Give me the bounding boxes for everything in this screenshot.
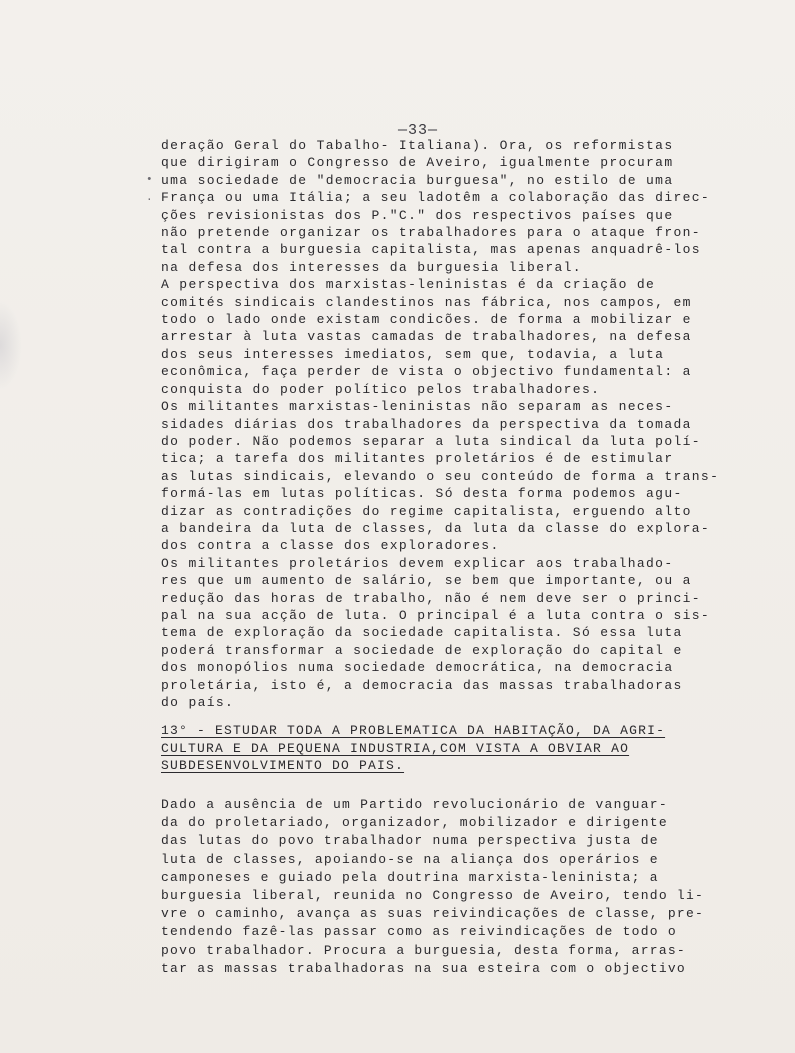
text-line: tendendo fazê-las passar como as reivindicações de todo o — [161, 924, 677, 940]
heading-line: 13° - ESTUDAR TODA A PROBLEMATICA DA HABITAÇÃO, DA AGRI- — [161, 723, 666, 738]
text-line: ções revisionistas dos P."C." dos respectivos países que — [161, 207, 674, 223]
paper-stain — [0, 300, 22, 390]
text-line: tica; a tarefa dos militantes proletários é de estimular — [161, 451, 674, 467]
text-line: sidades diárias dos trabalhadores da perspectiva da tomada — [161, 416, 692, 432]
text-line: dizar as contradições do regime capitalista, erguendo alto — [161, 503, 692, 519]
text-line: vre o caminho, avança as suas reivindicações de classe, pre- — [161, 906, 705, 922]
body-text-top — [161, 137, 761, 711]
text-line: dos seus interesses imediatos, sem que, todavia, a luta — [161, 346, 665, 362]
heading-line: CULTURA E DA PEQUENA INDUSTRIA,COM VISTA A OBVIAR AO — [161, 740, 630, 756]
text-line: dos monopólios numa sociedade democrática, na democracia — [161, 660, 674, 676]
text-line: econômica, faça perder de vista o objectivo fundamental: a — [161, 364, 692, 380]
text-line: todo o lado onde existam condicões. de forma a mobilizar e — [161, 312, 692, 328]
text-line: Dado a ausência de um Partido revolucionário de vanguar- — [161, 797, 668, 812]
text-line: tar as massas trabalhadoras na sua esteira com o objectivo — [161, 960, 686, 976]
text-line: do poder. Não podemos separar a luta sindical da luta polí- — [161, 433, 701, 449]
text-line: povo trabalhador. Procura a burguesia, desta forma, arras- — [161, 942, 686, 958]
text-line: formá-las em lutas políticas. Só desta forma podemos agu- — [161, 486, 683, 502]
text-line: pal na sua acção de luta. O principal é a luta contra o sis- — [161, 607, 711, 623]
text-line: res que um aumento de salário, se bem que importante, ou a — [161, 573, 692, 589]
text-line: deração Geral do Tabalho- Italiana). Ora, os reformistas — [161, 138, 674, 153]
text-line: A perspectiva dos marxistas-leninistas é da criação de — [161, 277, 656, 293]
text-line: Os militantes proletários devem explicar aos trabalhado- — [161, 555, 674, 571]
text-line: comités sindicais clandestinos nas fábrica, nos campos, em — [161, 294, 692, 310]
text-line: proletária, isto é, a democracia das massas trabalhadoras — [161, 677, 683, 693]
text-line: a bandeira da luta de classes, da luta da classe do explora- — [161, 520, 711, 536]
text-line: da do proletariado, organizador, mobilizador e dirigente — [161, 815, 668, 831]
margin-dot: • — [146, 174, 153, 186]
section-heading — [161, 722, 751, 775]
text-line: arrestar à luta vastas camadas de trabalhadores, na defesa — [161, 329, 692, 345]
text-line: tal contra a burguesia capitalista, mas apenas anquadrê-los — [161, 242, 701, 258]
text-line: luta de classes, apoiando-se na aliança dos operários e — [161, 851, 659, 867]
text-line: na defesa dos interesses da burguesia liberal. — [161, 259, 582, 275]
text-line: das lutas do povo trabalhador numa perspectiva justa de — [161, 833, 659, 849]
text-line: conquista do poder político pelos trabalhadores. — [161, 381, 601, 397]
text-line: tema de exploração da sociedade capitalista. Só essa luta — [161, 625, 683, 641]
text-line: as lutas sindicais, elevando o seu conteúdo de forma a trans- — [161, 468, 720, 484]
text-line: dos contra a classe dos exploradores. — [161, 538, 500, 554]
text-line: burguesia liberal, reunida no Congresso de Aveiro, tendo li- — [161, 888, 705, 904]
text-line: França ou uma Itália; a seu ladotêm a colaboração das direc- — [161, 190, 711, 206]
body-text-bottom — [161, 796, 761, 978]
text-line: não pretende organizar os trabalhadores para o ataque fron- — [161, 225, 701, 241]
text-line: que dirigiram o Congresso de Aveiro, igualmente procuram — [161, 155, 674, 171]
text-line: camponeses e guiado pela doutrina marxista-leninista; a — [161, 869, 659, 885]
text-line: poderá transformar a sociedade de exploração do capital e — [161, 642, 683, 658]
text-line: redução das horas de trabalho, não é nem deve ser o princi- — [161, 590, 701, 606]
heading-line: SUBDESENVOLVIMENTO DO PAIS. — [161, 758, 405, 773]
text-line: Os militantes marxistas-leninistas não separam as neces- — [161, 399, 674, 415]
text-line: uma sociedade de "democracia burguesa", no estilo de uma — [161, 172, 674, 188]
margin-dot: . — [146, 192, 153, 204]
text-line: do país. — [161, 695, 235, 710]
page-number: —33— — [398, 122, 439, 139]
